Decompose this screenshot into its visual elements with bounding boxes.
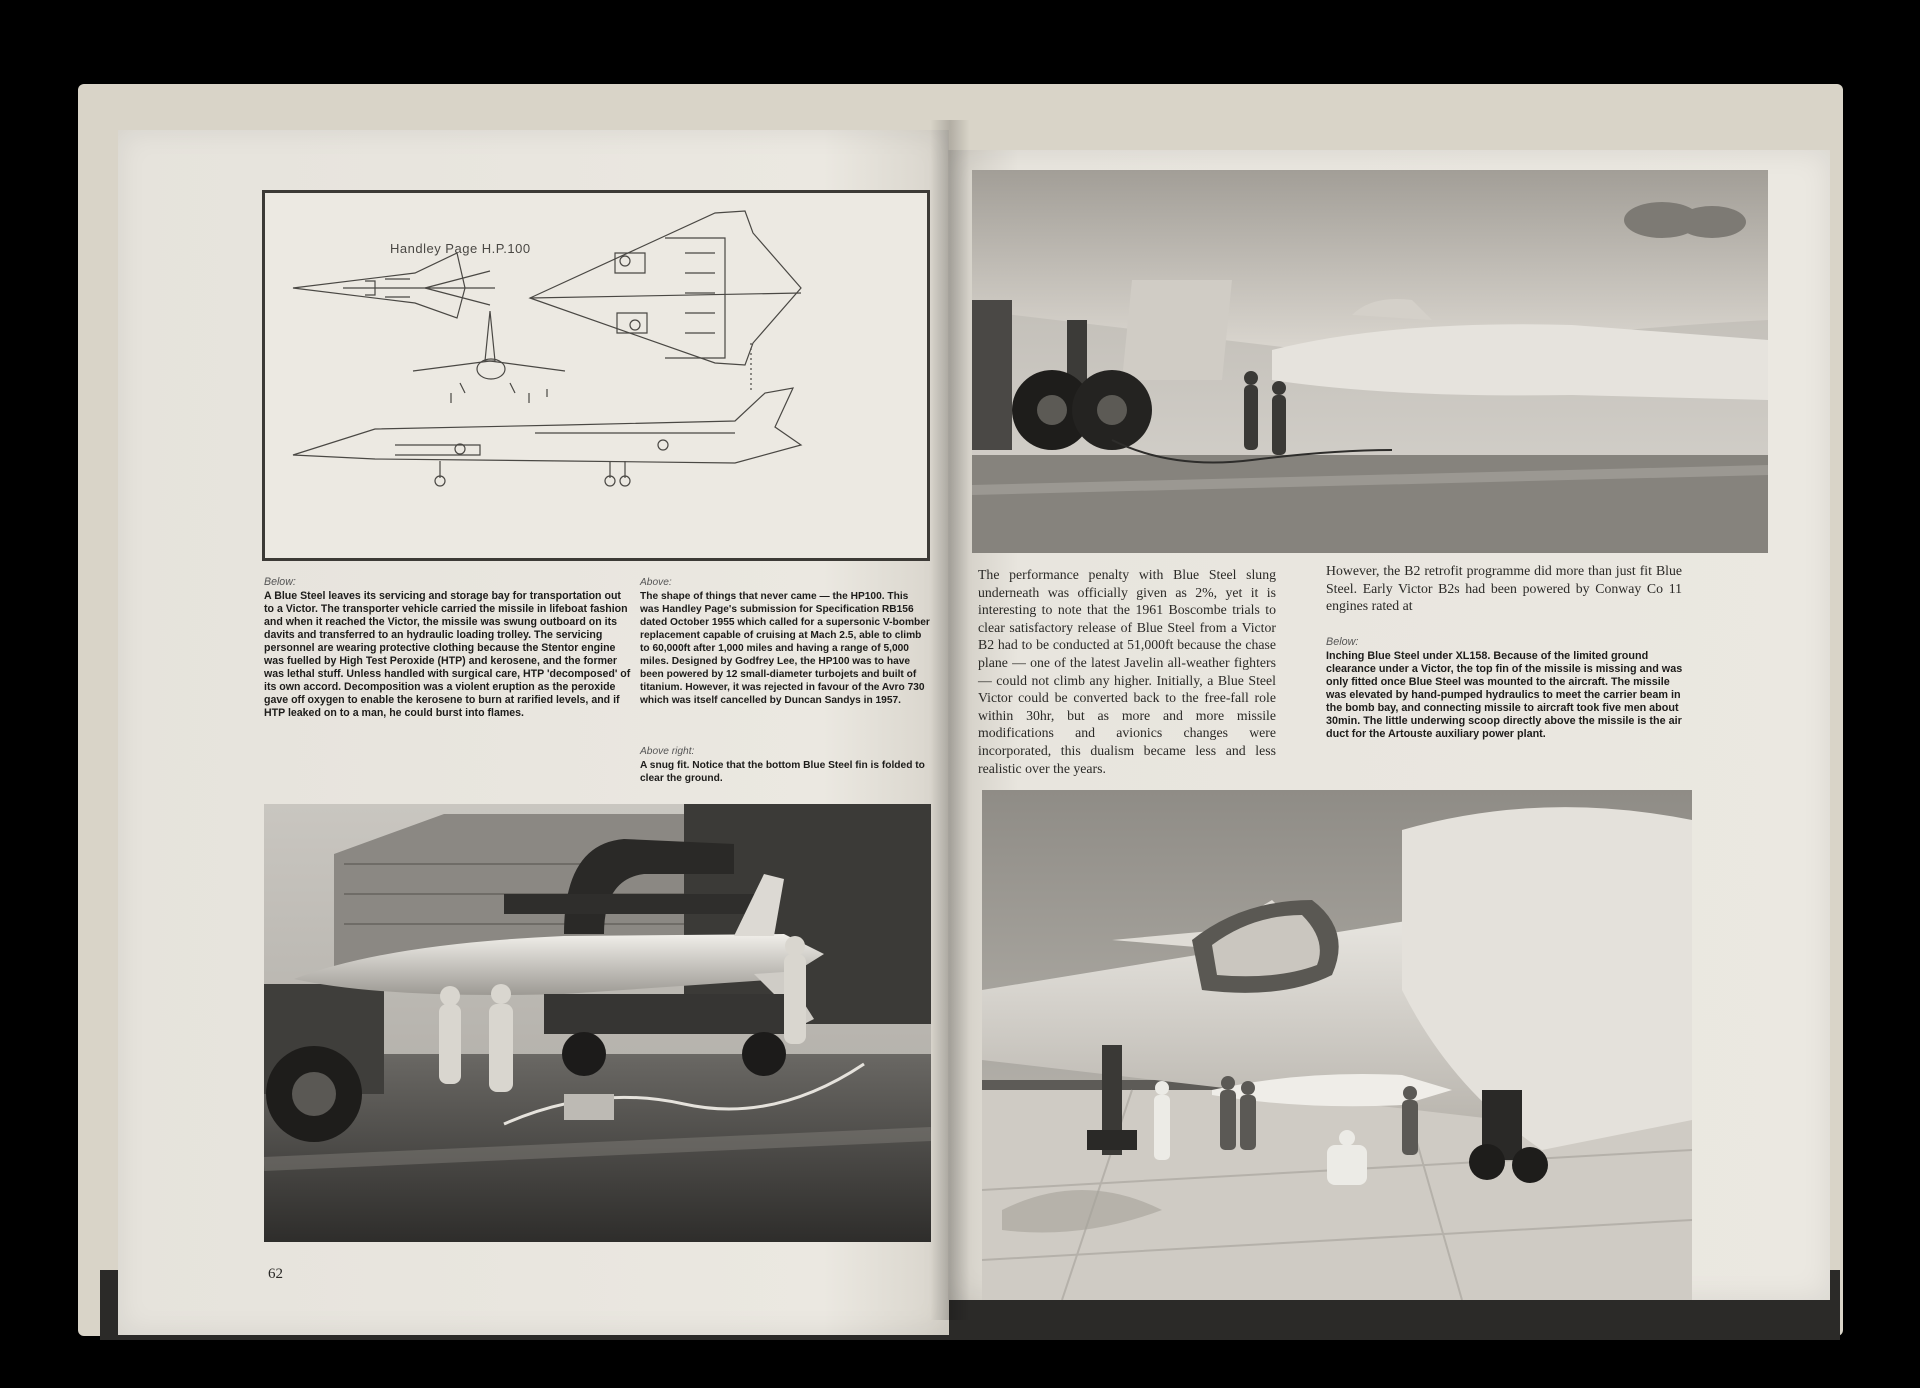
page-number: 62: [268, 1266, 283, 1282]
caption-text: The shape of things that never came — the HP100. This was Handley Page's submission for Specification RB156 dated October 1955 which called for a supersonic V-bomber replacement capable of cruising at Mach 2.5, able to climb to 60,000ft after 1,000 miles and having a range of 5,000 miles. Designed by Godfrey Lee, the HP100 was to have been powered by 12 small-diameter turbojets and built of titanium. However, it was rejected in favour of the Avro 730 which was itself cancelled by Duncan Sandys in 1957.: [640, 591, 930, 706]
caption-above-left: [640, 576, 930, 707]
caption-label: Above:: [640, 577, 672, 588]
caption-label: Below:: [264, 576, 296, 588]
drawing-title: Handley Page H.P.100: [390, 241, 531, 256]
caption-label: Above right:: [640, 746, 695, 757]
body-text-col2: However, the B2 retrofit programme did more than just fit Blue Steel. Early Victor B2s had been powered by Conway Co 11 engines rated at: [1326, 563, 1682, 614]
caption-above-right: [640, 745, 930, 785]
victor-underside-photo: [972, 170, 1768, 553]
aircraft-line-drawing: [265, 193, 927, 558]
caption-below-right: [1326, 636, 1688, 741]
caption-text: A snug fit. Notice that the bottom Blue Steel fin is folded to clear the ground.: [640, 760, 925, 784]
caption-below-left: [264, 576, 632, 720]
blue-steel-under-xl158-photo: [982, 790, 1692, 1300]
body-text-col1: The performance penalty with Blue Steel slung underneath was officially given as 2%, yet it is interesting to note that the 1961 Boscombe trials to clear satisfactory release of Blue Steel from a Victor B2 had to be conducted at 51,000ft because the chase plane — one of the latest Javelin all-weather fighters — could not climb any higher. Initially, a Blue Steel Victor could be converted back to the free-fall role within 30hr, but as more and more missile modifications and avionics changes were incorporated, this dualism became less and less realistic over the years.: [978, 567, 1276, 776]
blue-steel-transporter-photo: [264, 804, 931, 1242]
hp100-three-view-drawing: [262, 190, 930, 561]
book-gutter: [930, 120, 970, 1320]
caption-label: Below:: [1326, 636, 1359, 648]
caption-text: A Blue Steel leaves its servicing and storage bay for transportation out to a Victor. The transporter vehicle carried the missile in lifeboat fashion and when it reached the Victor, the missile was swung outboard on its davits and transferred to an hydraulic loading trolley. The servicing personnel are wearing protective clothing because the Stentor engine was fuelled by High Test Peroxide (HTP) and kerosene, and the former was lethal stuff. Unless handled with surgical care, HTP 'decomposed' of its own accord. Decomposition was a violent eruption as the peroxide gave off oxygen to enable the kerosene to burn at rarified levels, and if HTP leaked on to a man, he could burst into flames.: [264, 590, 631, 719]
caption-text: Inching Blue Steel under XL158. Because of the limited ground clearance under a Victor, the top fin of the missile is missing and was only fitted once Blue Steel was mounted to the aircraft. The missile was elevated by hand-pumped hydraulics to meet the carrier beam in the bomb bay, and connecting missile to aircraft took five men about 30min. The little underwing scoop directly above the missile is the air duct for the Artouste auxiliary power plant.: [1326, 650, 1683, 740]
